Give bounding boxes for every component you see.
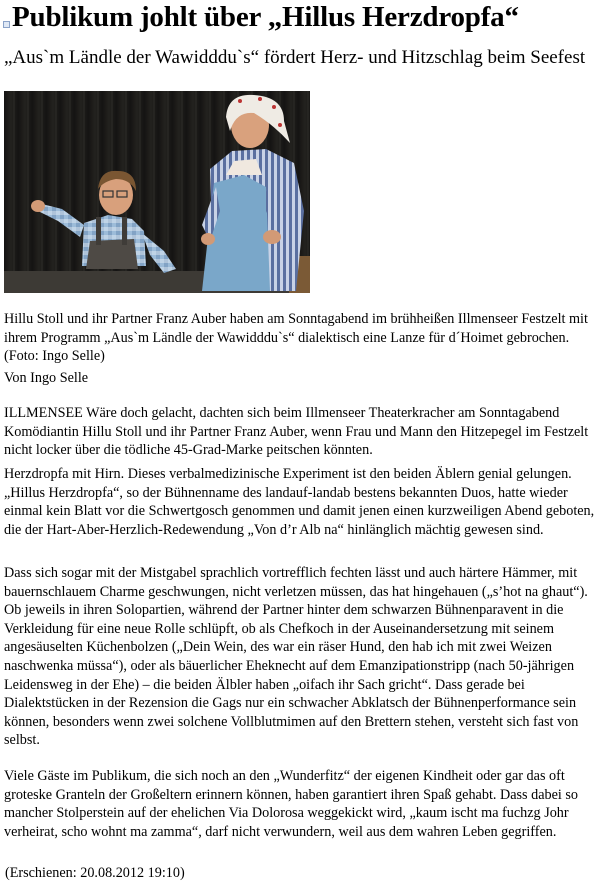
article-subtitle: „Aus`m Ländle der Wawidddu`s“ fördert Herz- und Hitzschlag beim Seefest [4,47,586,68]
publication-date: (Erschienen: 20.08.2012 19:10) [5,865,185,881]
article-paragraph: ILLMENSEE Wäre doch gelacht, dachten sich beim Illmenseer Theaterkracher am Sonntagabend Komödiantin Hillu Stoll und ihr Partner Franz Auber, wenn Frau und Mann den Hitzepegel im Festzelt nicht locker über die tödliche 45-Grad-Marke peitschen könnten. [4,405,589,459]
article-paragraph: Dass sich sogar mit der Mistgabel sprachlich vortrefflich fechten lässt und auch härtere Hämmer, mit bauernschlauem Charme geschwungen, nicht verletzen müssen, das hat hingehauen („s’hot na ghaut“). Ob jeweils in ihren Solopartien, während der Partner hinter dem schwarzen Bühnenparavent in die Verkleidung für eine neue Rolle schlüpft, ob als Chefkoch in der Auseinandersetzung mit seinem angesäuselten Küchenbolzen („Dein Wein, des war ein räser Hund, den hab ich mit zwei Weizen naschwenka müssa“), oder als bäuerlicher Eheknecht auf dem Emanzipationstripp (nach 50-jährigen Leidensweg in der Ehe) – die beiden Älbler haben „oifach ihr Sach gricht“. Dass gerade bei Dialektstücken in der Rezension die Gags nur ein schwacher Abklatsch der Bühnenperformance sein können, besonders wenn zwei solchene Vollblutmimen auf den Brettern stehen, versteht sich fast von selbst. [4,565,588,749]
article-marker-icon [3,21,10,28]
photo-caption: Hillu Stoll und ihr Partner Franz Auber haben am Sonntagabend im brühheißen Illmenseer Festzelt mit ihrem Programm „Aus`m Ländle der Wawidddu`s“ dialektisch eine Lanze für d´Hoimet gebrochen. (Foto: Ingo Selle) [4,311,588,365]
article-paragraph: Viele Gäste im Publikum, die sich noch an den „Wunderfitz“ der eigenen Kindheit oder gar das oft groteske Granteln der Großeltern erinnern können, haben garantiert ihren Spaß gehabt. Dass dabei so mancher Stolperstein auf der ehelichen Via Dolorosa weggekickt wird, „kaum ischt ma fuchzg Johr verheirat, scho wohnt ma zamma“, darf nicht verwundern, weil aus dem wahren Leben gegriffen. [4,768,578,840]
article-photo [4,91,310,293]
article-title: Publikum johlt über „Hillus Herzdropfa“ [12,1,519,33]
article-paragraph: Herzdropfa mit Hirn. Dieses verbalmedizinische Experiment ist den beiden Äblern genial gelungen. „Hillus Herzdropfa“, so der Bühnenname des landauf-landab bestens bekannten Duos, hatte wieder einmal kein Blatt vor die Schwertgosch genommen und damit jenen einen kurzweiligen Abend geboten, die der Hart-Aber-Herzlich-Redewendung „Von d’r Alb na“ hinlänglich mächtig gewesen sind. [4,466,595,538]
article-author: Von Ingo Selle [4,370,89,386]
